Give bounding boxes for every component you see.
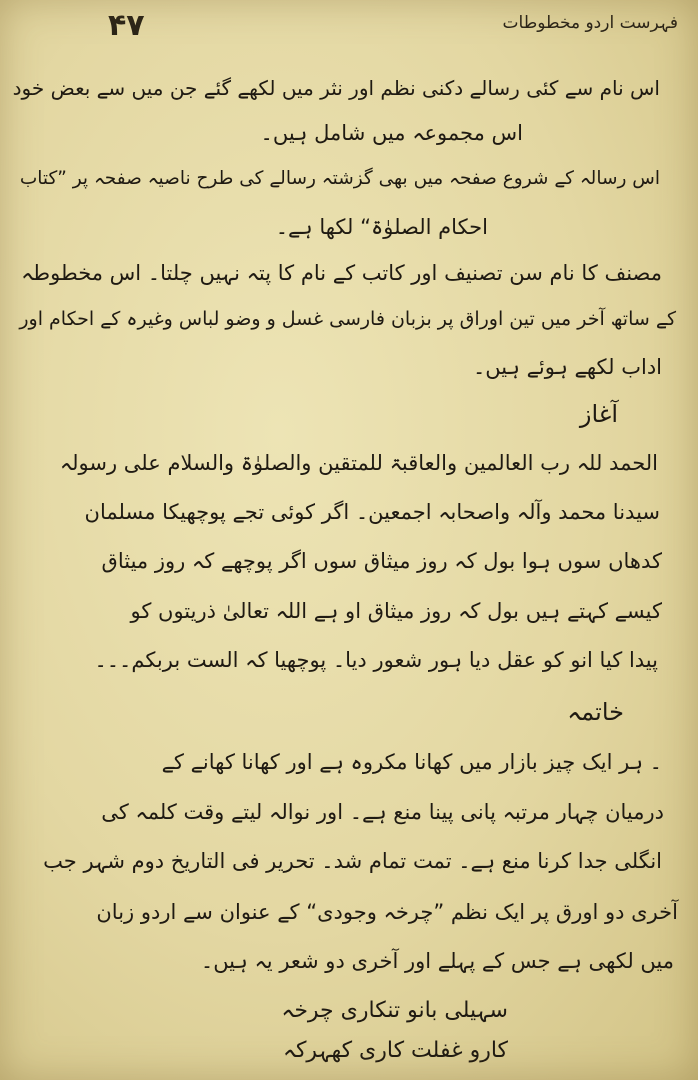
aghaz-line: سیدنا محمد وآلہ واصحابہ اجمعین۔ اگر کوئی تجے پوچھیکا مسلمان <box>84 500 660 524</box>
body-line: احکام الصلوٰۃ“ لکھا ہے۔ <box>275 215 488 239</box>
khatima-line: ۔ ہر ایک چیز بازار میں کھانا مکروہ ہے اور کھانا کھانے کے <box>161 750 662 774</box>
verse-line: کارو غفلت کاری کھہرکہ <box>283 1038 508 1063</box>
khatima-line: درمیان چہار مرتبہ پانی پینا منع ہے۔ اور نوالہ لیتے وقت کلمہ کی <box>101 800 664 824</box>
running-title: فہرست اردو مخطوطات <box>502 13 678 33</box>
aghaz-line: کیسے کہتے ہیں بول کہ روز میثاق او ہے اللہ تعالیٰ ذریتوں کو <box>130 599 662 623</box>
khatima-heading: خاتمہ <box>567 698 624 726</box>
page-number: ۴۷ <box>108 8 145 43</box>
body-line: اداب لکھے ہوئے ہیں۔ <box>472 355 662 379</box>
body-line: اس رسالہ کے شروع صفحہ میں بھی گزشتہ رسالے کی طرح ناصیہ صفحہ پر ”کتاب <box>19 168 660 189</box>
aghaz-line: الحمد للہ رب العالمین والعاقبۃ للمتقین والصلوٰۃ والسلام علی رسولہ <box>59 451 658 475</box>
body-line: آخری دو اورق پر ایک نظم ”چرخہ وجودی“ کے عنوان سے اردو زبان <box>96 900 678 924</box>
aghaz-heading: آغاز <box>579 400 618 428</box>
body-line: اس مجموعہ میں شامل ہیں۔ <box>260 121 523 145</box>
aghaz-line: کدھاں سوں ہوا بول کہ روز میثاق سوں اگر پوچھے کہ روز میثاق <box>101 549 662 573</box>
body-line: اس نام سے کئی رسالے دکنی نظم اور نثر میں لکھے گئے جن میں سے بعض خود <box>12 76 660 100</box>
verse-line: سہیلی بانو تنکاری چرخہ <box>281 998 508 1023</box>
body-line: کے ساتھ آخر میں تین اوراق پر بزبان فارسی غسل و وضو لباس وغیرہ کے احکام اور <box>19 308 676 330</box>
khatima-line: انگلی جدا کرنا منع ہے۔ تمت تمام شد۔ تحریر فی التاریخ دوم شہر جب <box>43 849 662 873</box>
body-line: مصنف کا نام سن تصنیف اور کاتب کے نام کا پتہ نہیں چلتا۔ اس مخطوطہ <box>21 261 662 285</box>
body-line: میں لکھی ہے جس کے پہلے اور آخری دو شعر یہ ہیں۔ <box>200 949 674 973</box>
aghaz-line: پیدا کیا انو کو عقل دیا ہور شعور دیا۔ پوچھیا کہ الست بربکم۔۔۔ <box>94 648 658 672</box>
